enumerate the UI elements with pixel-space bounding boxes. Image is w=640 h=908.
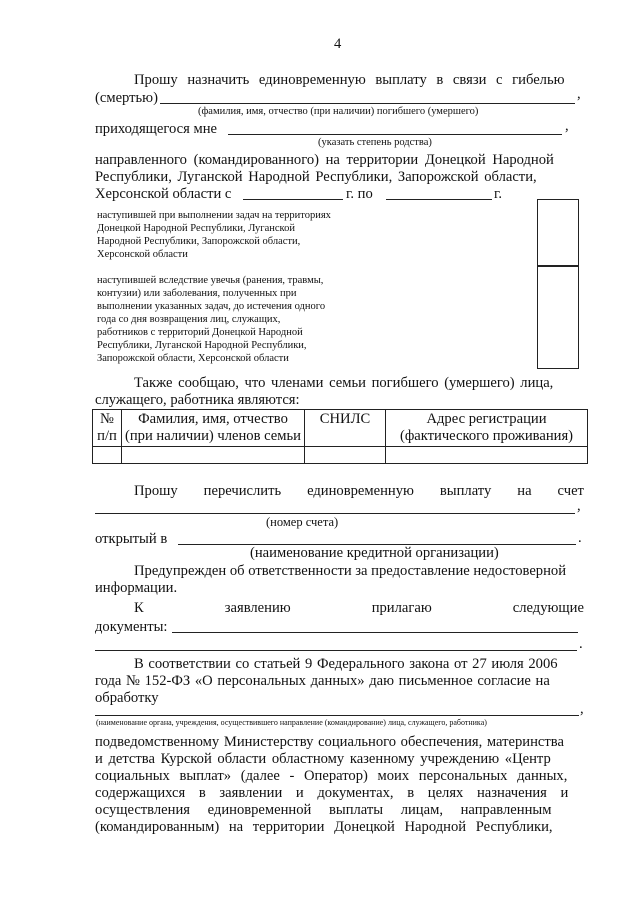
option-2-line: наступившей вследствие увечья (ранения, травмы, <box>97 275 324 286</box>
transfer-line: Прошу перечислить единовременную выплату на счет <box>134 483 584 499</box>
territory-line-2: Республики, Луганской Народной Республики, Запорожской области, <box>95 169 537 185</box>
body-line: подведомственному Министерству социального обеспечения, материнства <box>95 734 564 750</box>
option-2-line: контузии) или заболевания, полученных при <box>97 288 297 299</box>
option-2-checkbox[interactable] <box>537 265 579 369</box>
documents-label: документы: <box>95 619 168 635</box>
option-2-line: Запорожской области, Херсонской области <box>97 353 289 364</box>
option-1-checkbox[interactable] <box>537 199 579 267</box>
consent-line-3: обработку <box>95 690 159 706</box>
header-number: № п/п <box>93 410 122 447</box>
documents-field-2[interactable] <box>95 650 577 651</box>
option-1-line: Донецкой Народной Республики, Луганской <box>97 223 295 234</box>
warning-line-2: информации. <box>95 580 178 596</box>
body-line: осуществления единовременной выплаты лицам, направленным <box>95 802 552 818</box>
body-line: (командированным) на территории Донецкой Народной Республики, <box>95 819 553 835</box>
period-suffix: г. <box>494 186 502 202</box>
header-snils: СНИЛС <box>305 410 386 447</box>
caption-account: (номер счета) <box>266 515 339 529</box>
option-2-line: года со дня возвращения лиц, служащих, <box>97 314 281 325</box>
consent-line-1: В соответствии со статьей 9 Федерального закона от 27 июля 2006 <box>134 656 558 672</box>
cell-address[interactable] <box>386 447 588 464</box>
request-line-1 <box>134 72 584 89</box>
option-1-line: наступившей при выполнении задач на территориях <box>97 210 331 221</box>
body-line: содержащихся в заявлении и документах, в целях назначения и <box>95 785 569 801</box>
body-line: и детства Курской области областному казенному учреждению «Центр <box>95 751 551 767</box>
period-end-field[interactable] <box>386 199 492 200</box>
caption-relation: (указать степень родства) <box>318 137 432 148</box>
organization-field[interactable] <box>95 715 579 716</box>
cell-number[interactable] <box>93 447 122 464</box>
relation-label: приходящегося мне <box>95 121 218 137</box>
option-2-line: выполнении указанных задач, до истечения одного <box>97 301 326 312</box>
cell-name[interactable] <box>122 447 305 464</box>
caption-deceased: (фамилия, имя, отчество (при наличии) погибшего (умершего) <box>198 106 479 117</box>
option-2-line: работников с территорий Донецкой Народной <box>97 327 303 338</box>
deceased-name-field[interactable] <box>160 103 575 104</box>
family-intro-line-2: служащего, работника являются: <box>95 392 300 408</box>
header-address: Адрес регистрации (фактического проживания) <box>386 410 588 447</box>
period-start-field[interactable] <box>243 199 343 200</box>
page-number: 4 <box>334 36 342 52</box>
family-intro-line-1: Также сообщаю, что членами семьи погибшего (умершего) лица, <box>134 375 554 391</box>
opened-label: открытый в <box>95 531 168 547</box>
request-line-2: (смертью) <box>95 90 158 106</box>
body-line: социальных выплат» (далее - Оператор) моих персональных данных, <box>95 768 568 784</box>
caption-organization: (наименование органа, учреждения, осуществившего направление (командирование) лица, служащего, работника) <box>96 718 487 727</box>
option-1-line: Народной Республики, Запорожской области, <box>97 236 301 247</box>
option-1-line: Херсонской области <box>97 249 188 260</box>
period-prefix: Херсонской области с <box>95 186 232 202</box>
table-row <box>93 447 588 464</box>
documents-field-1[interactable] <box>172 632 578 633</box>
territory-line-1: направленного (командированного) на территории Донецкой Народной <box>95 152 554 168</box>
cell-snils[interactable] <box>305 447 386 464</box>
request-text: Прошу назначить единовременную выплату в связи с гибелью <box>134 72 565 88</box>
attach-line: К заявлению прилагаю следующие <box>134 600 584 616</box>
caption-bank: (наименование кредитной организации) <box>250 545 499 561</box>
consent-line-2: года № 152-ФЗ «О персональных данных» даю письменное согласие на <box>95 673 550 689</box>
period-mid: г. по <box>346 186 373 202</box>
option-2-line: Республики, Луганской Народной Республики, <box>97 340 307 351</box>
family-table <box>92 409 588 464</box>
table-header-row <box>93 410 588 447</box>
warning-line-1: Предупрежден об ответственности за предоставление недостоверной <box>134 563 567 579</box>
header-name: Фамилия, имя, отчество (при наличии) членов семьи <box>122 410 305 447</box>
relation-field[interactable] <box>228 134 562 135</box>
